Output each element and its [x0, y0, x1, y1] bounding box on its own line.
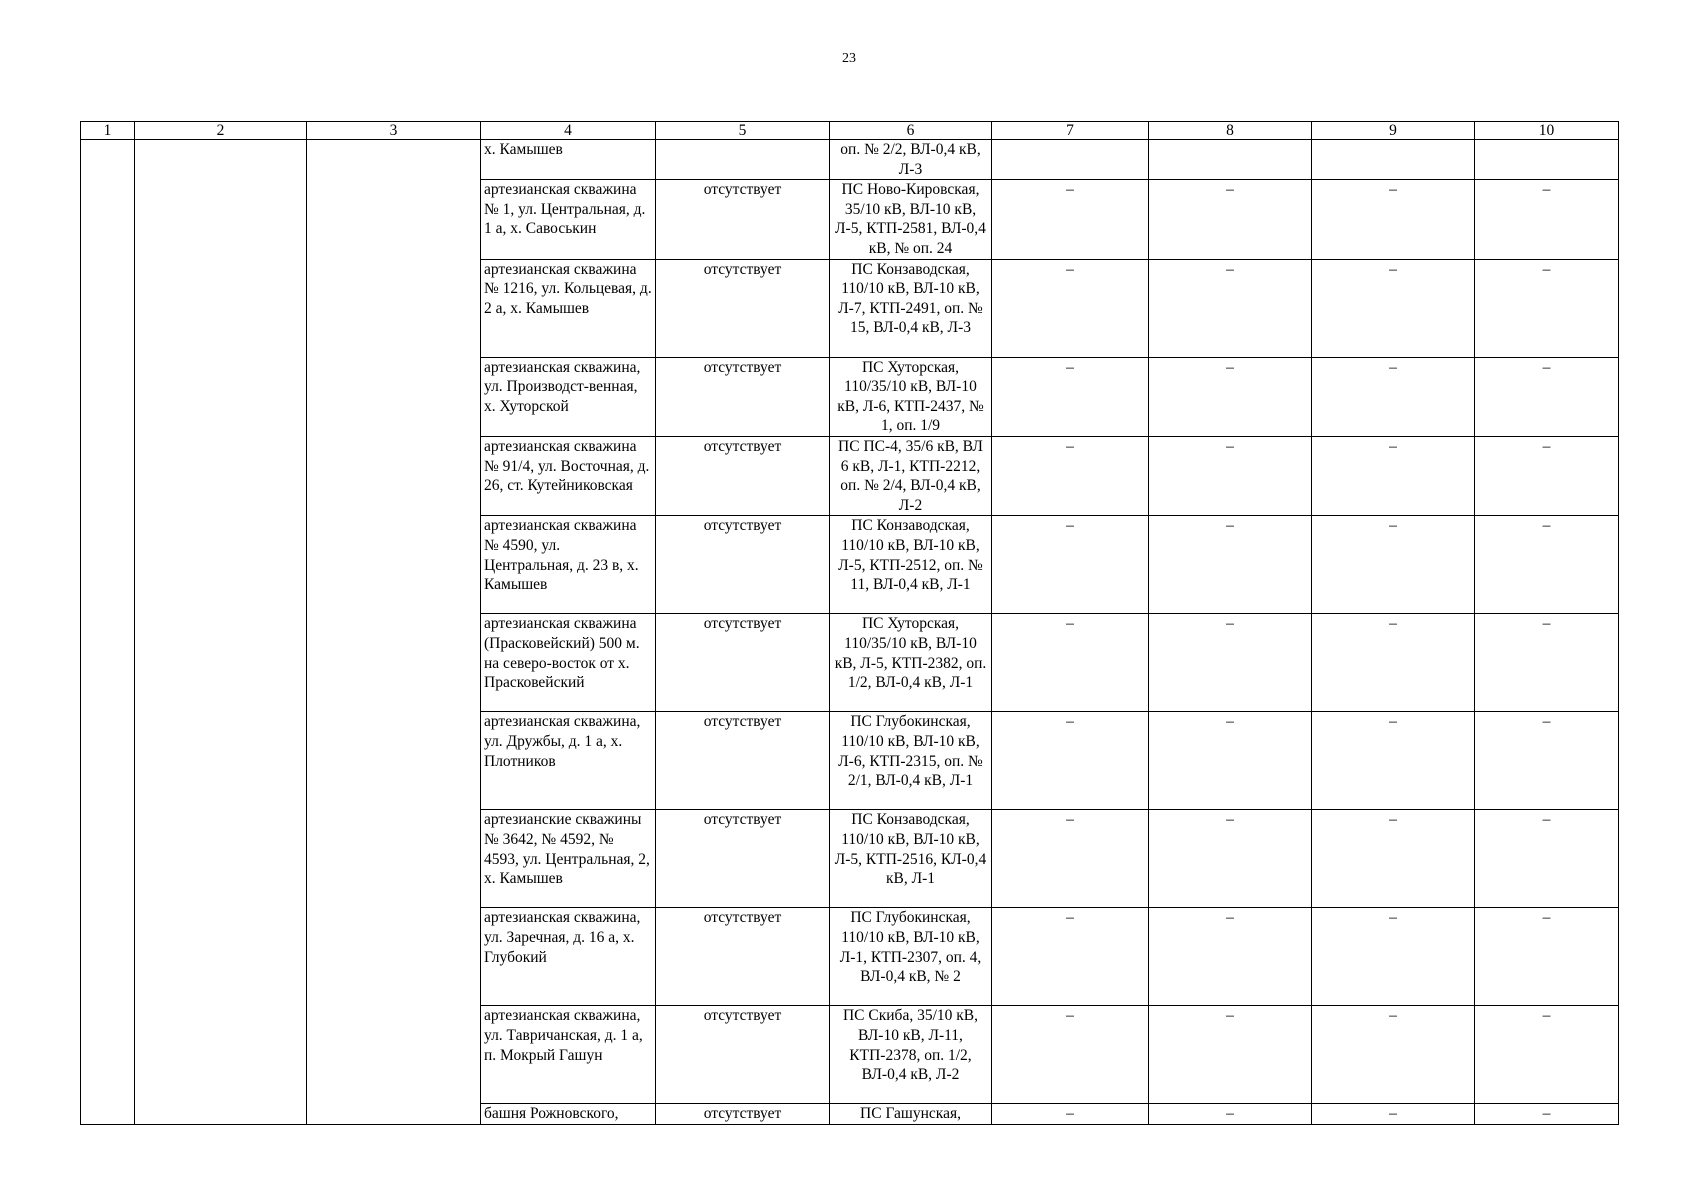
- status-cell: отсутствует: [656, 1006, 830, 1104]
- column-8-cell: –: [1149, 259, 1312, 357]
- object-cell: артезианская скважина, ул. Производст-венная, х. Хуторской: [481, 357, 656, 436]
- object-cell: х. Камышев: [481, 140, 656, 180]
- column-7-cell: –: [992, 810, 1149, 908]
- column-8-cell: –: [1149, 1006, 1312, 1104]
- table-body: [81, 140, 1619, 1125]
- column-header-8: 8: [1149, 122, 1312, 140]
- power-source-cell: ПС ПС-4, 35/6 кВ, ВЛ 6 кВ, Л-1, КТП-2212, оп. № 2/4, ВЛ-0,4 кВ, Л-2: [830, 436, 992, 515]
- table-row: [81, 140, 1619, 180]
- power-source-cell: ПС Скиба, 35/10 кВ, ВЛ-10 кВ, Л-11, КТП-2378, оп. 1/2, ВЛ-0,4 кВ, Л-2: [830, 1006, 992, 1104]
- column-header-1: 1: [81, 122, 135, 140]
- status-cell: отсутствует: [656, 712, 830, 810]
- power-source-cell: оп. № 2/2, ВЛ-0,4 кВ, Л-3: [830, 140, 992, 180]
- column-2-cell: [135, 140, 307, 1125]
- object-cell: артезианская скважина № 1216, ул. Кольцевая, д. 2 а, х. Камышев: [481, 259, 656, 357]
- column-7-cell: –: [992, 516, 1149, 614]
- power-source-cell: ПС Конзаводская, 110/10 кВ, ВЛ-10 кВ, Л-5, КТП-2512, оп. № 11, ВЛ-0,4 кВ, Л-1: [830, 516, 992, 614]
- column-8-cell: –: [1149, 908, 1312, 1006]
- object-cell: артезианские скважины № 3642, № 4592, № 4593, ул. Центральная, 2, х. Камышев: [481, 810, 656, 908]
- column-8-cell: –: [1149, 614, 1312, 712]
- column-1-cell: [81, 140, 135, 1125]
- column-7-cell: –: [992, 1104, 1149, 1125]
- object-cell: артезианская скважина, ул. Тавричанская, д. 1 а, п. Мокрый Гашун: [481, 1006, 656, 1104]
- column-7-cell: –: [992, 1006, 1149, 1104]
- status-cell: отсутствует: [656, 180, 830, 259]
- column-9-cell: –: [1312, 516, 1475, 614]
- object-cell: артезианская скважина № 91/4, ул. Восточная, д. 26, ст. Кутейниковская: [481, 436, 656, 515]
- column-9-cell: –: [1312, 436, 1475, 515]
- power-source-cell: ПС Гашунская,: [830, 1104, 992, 1125]
- data-table: [80, 121, 1619, 1125]
- column-10-cell: –: [1475, 1006, 1619, 1104]
- power-source-cell: ПС Ново-Кировская, 35/10 кВ, ВЛ-10 кВ, Л-5, КТП-2581, ВЛ-0,4 кВ, № оп. 24: [830, 180, 992, 259]
- column-7-cell: –: [992, 259, 1149, 357]
- column-header-6: 6: [830, 122, 992, 140]
- status-cell: [656, 140, 830, 180]
- column-10-cell: –: [1475, 180, 1619, 259]
- column-7-cell: –: [992, 180, 1149, 259]
- column-9-cell: –: [1312, 1104, 1475, 1125]
- object-cell: артезианская скважина № 1, ул. Центральная, д. 1 а, х. Савоськин: [481, 180, 656, 259]
- status-cell: отсутствует: [656, 810, 830, 908]
- header-row: [81, 122, 1619, 140]
- page-number: 23: [842, 51, 856, 66]
- column-10-cell: –: [1475, 259, 1619, 357]
- status-cell: отсутствует: [656, 908, 830, 1006]
- status-cell: отсутствует: [656, 1104, 830, 1125]
- object-cell: артезианская скважина, ул. Дружбы, д. 1 а, х. Плотников: [481, 712, 656, 810]
- status-cell: отсутствует: [656, 436, 830, 515]
- power-source-cell: ПС Хуторская, 110/35/10 кВ, ВЛ-10 кВ, Л-6, КТП-2437, № 1, оп. 1/9: [830, 357, 992, 436]
- column-10-cell: –: [1475, 1104, 1619, 1125]
- column-7-cell: –: [992, 436, 1149, 515]
- column-10-cell: –: [1475, 357, 1619, 436]
- column-header-2: 2: [135, 122, 307, 140]
- column-8-cell: –: [1149, 712, 1312, 810]
- column-9-cell: –: [1312, 614, 1475, 712]
- power-source-cell: ПС Хуторская, 110/35/10 кВ, ВЛ-10 кВ, Л-5, КТП-2382, оп. 1/2, ВЛ-0,4 кВ, Л-1: [830, 614, 992, 712]
- column-7-cell: –: [992, 357, 1149, 436]
- column-8-cell: –: [1149, 436, 1312, 515]
- column-9-cell: –: [1312, 259, 1475, 357]
- column-3-cell: [307, 140, 481, 1125]
- status-cell: отсутствует: [656, 614, 830, 712]
- column-8-cell: –: [1149, 180, 1312, 259]
- power-source-cell: ПС Глубокинская, 110/10 кВ, ВЛ-10 кВ, Л-6, КТП-2315, оп. № 2/1, ВЛ-0,4 кВ, Л-1: [830, 712, 992, 810]
- column-header-3: 3: [307, 122, 481, 140]
- object-cell: башня Рожновского,: [481, 1104, 656, 1125]
- status-cell: отсутствует: [656, 357, 830, 436]
- column-8-cell: [1149, 140, 1312, 180]
- column-7-cell: [992, 140, 1149, 180]
- power-source-cell: ПС Конзаводская, 110/10 кВ, ВЛ-10 кВ, Л-5, КТП-2516, КЛ-0,4 кВ, Л-1: [830, 810, 992, 908]
- column-9-cell: –: [1312, 1006, 1475, 1104]
- object-cell: артезианская скважина, ул. Заречная, д. 16 а, х. Глубокий: [481, 908, 656, 1006]
- column-9-cell: –: [1312, 357, 1475, 436]
- column-header-9: 9: [1312, 122, 1475, 140]
- column-header-4: 4: [481, 122, 656, 140]
- power-source-cell: ПС Глубокинская, 110/10 кВ, ВЛ-10 кВ, Л-1, КТП-2307, оп. 4, ВЛ-0,4 кВ, № 2: [830, 908, 992, 1006]
- column-8-cell: –: [1149, 357, 1312, 436]
- column-10-cell: –: [1475, 712, 1619, 810]
- column-10-cell: –: [1475, 436, 1619, 515]
- column-10-cell: –: [1475, 614, 1619, 712]
- object-cell: артезианская скважина № 4590, ул. Центральная, д. 23 в, х. Камышев: [481, 516, 656, 614]
- status-cell: отсутствует: [656, 259, 830, 357]
- column-9-cell: –: [1312, 712, 1475, 810]
- column-10-cell: –: [1475, 908, 1619, 1006]
- column-9-cell: –: [1312, 180, 1475, 259]
- column-9-cell: [1312, 140, 1475, 180]
- column-7-cell: –: [992, 614, 1149, 712]
- column-header-10: 10: [1475, 122, 1619, 140]
- power-source-cell: ПС Конзаводская, 110/10 кВ, ВЛ-10 кВ, Л-7, КТП-2491, оп. № 15, ВЛ-0,4 кВ, Л-3: [830, 259, 992, 357]
- object-cell: артезианская скважина (Прасковейский) 500 м. на северо-восток от х. Прасковейский: [481, 614, 656, 712]
- column-9-cell: –: [1312, 908, 1475, 1006]
- column-8-cell: –: [1149, 1104, 1312, 1125]
- column-header-7: 7: [992, 122, 1149, 140]
- column-7-cell: –: [992, 712, 1149, 810]
- column-7-cell: –: [992, 908, 1149, 1006]
- column-10-cell: –: [1475, 516, 1619, 614]
- column-10-cell: –: [1475, 810, 1619, 908]
- column-9-cell: –: [1312, 810, 1475, 908]
- column-8-cell: –: [1149, 516, 1312, 614]
- column-header-5: 5: [656, 122, 830, 140]
- column-10-cell: [1475, 140, 1619, 180]
- column-8-cell: –: [1149, 810, 1312, 908]
- status-cell: отсутствует: [656, 516, 830, 614]
